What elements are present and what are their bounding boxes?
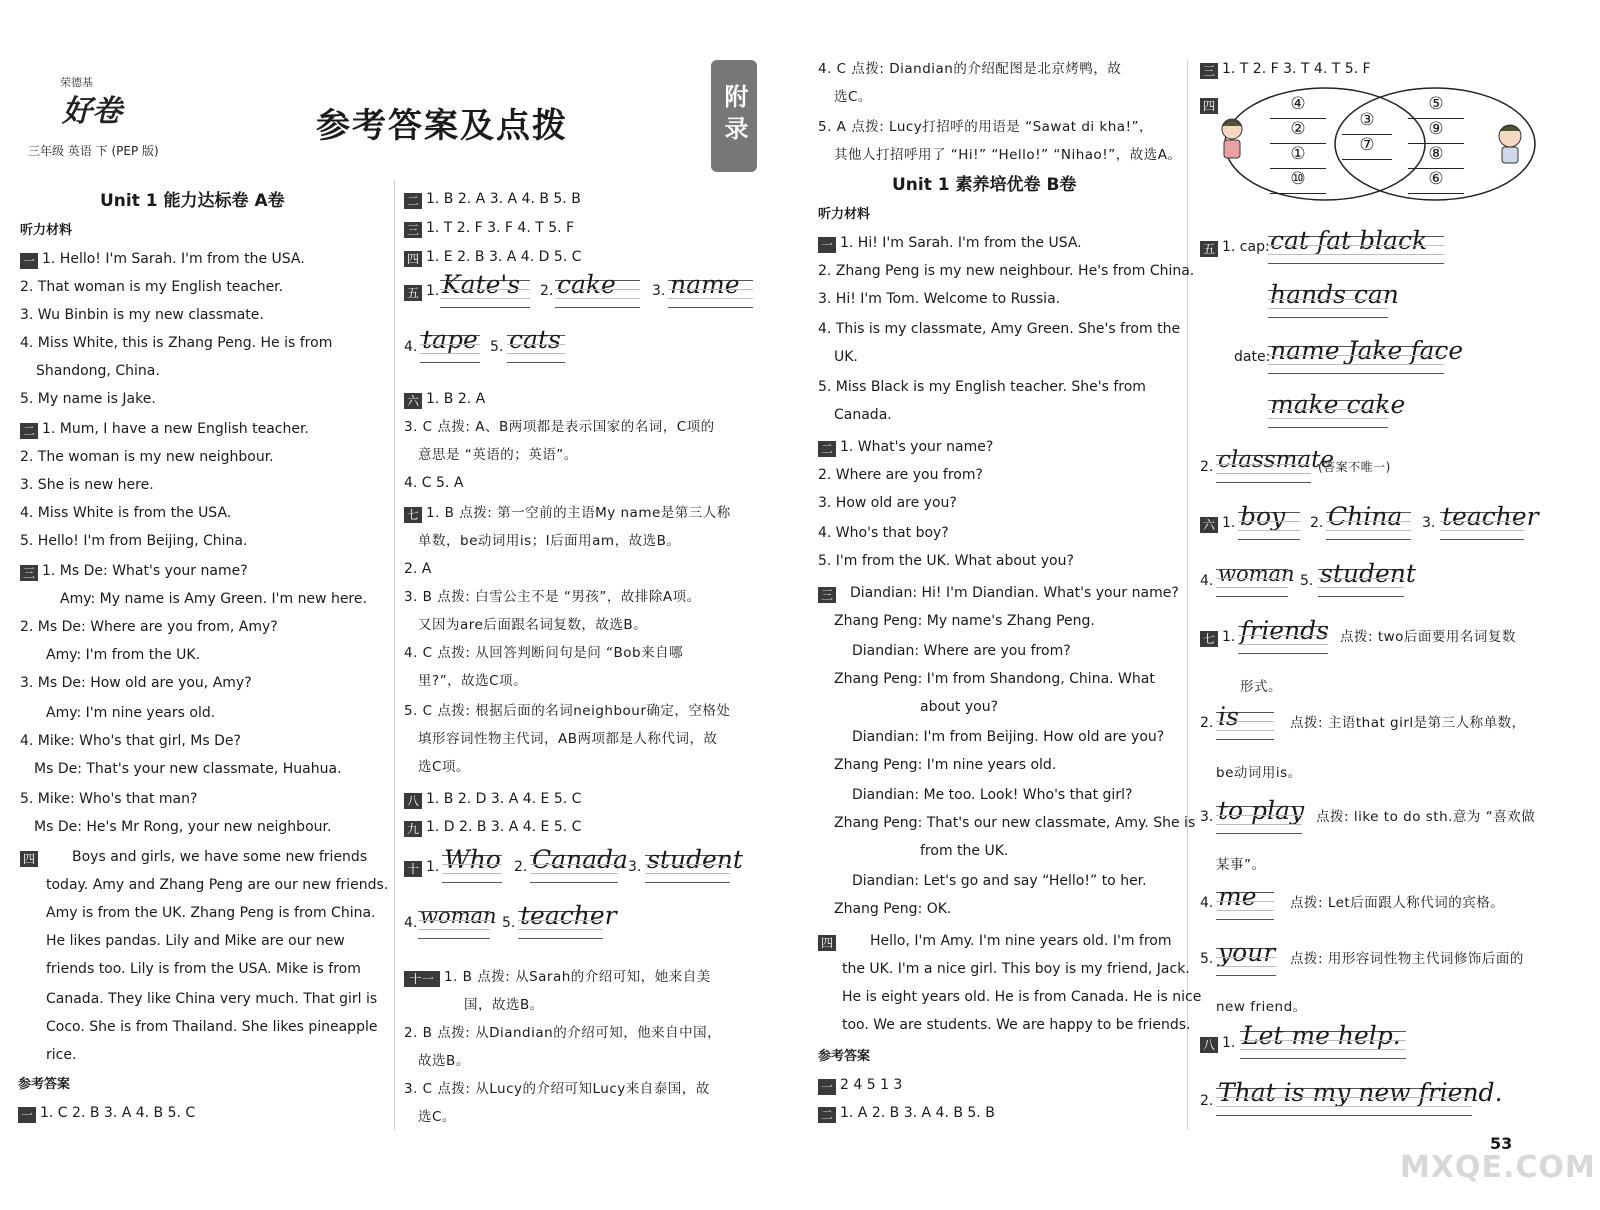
page-title: 参考答案及点拨 — [316, 106, 568, 146]
c1-s2-line: 4. Miss White is from the USA. — [20, 505, 232, 521]
handwriting-line: classmate — [1216, 455, 1311, 483]
c2-ten-label: 十 1. — [404, 858, 439, 877]
c3-answer-line: 二 1. A 2. B 3. A 4. B 5. B — [818, 1104, 995, 1123]
section-one-icon: 一 — [20, 253, 38, 269]
section-seven-icon: 七 — [404, 507, 422, 523]
section-six-icon: 六 — [1200, 517, 1218, 533]
brand-name: 荣德基 — [60, 76, 93, 89]
c1-s4-line: Amy is from the UK. Zhang Peng is from China. — [46, 905, 376, 921]
book-subtitle: 三年级 英语 下 (PEP 版) — [28, 144, 159, 158]
c2-six-line: 六 1. B 2. A — [404, 390, 485, 409]
c4-note: 点拨: like to do sth.意为 “喜欢做 — [1316, 809, 1536, 825]
venn-item: ④ — [1270, 94, 1326, 119]
column-divider — [394, 180, 395, 1130]
c4-note: 点拨: two后面要用名词复数 — [1340, 629, 1516, 645]
c3-s1-line: UK. — [834, 349, 858, 365]
c2-seven-line: 里?”，故选C项。 — [418, 673, 528, 689]
c4-item-label: 2. — [1200, 459, 1214, 475]
handwriting-line: tape — [420, 335, 480, 363]
c4-note: (答案不唯一) — [1318, 460, 1391, 474]
c1-s1-line: 4. Miss White, this is Zhang Peng. He is from — [20, 335, 333, 351]
c1-s4-line: Canada. They like China very much. That girl is — [46, 991, 378, 1007]
c3-s3-line: Zhang Peng: I'm from Shandong, China. What — [834, 671, 1155, 687]
c3-s3-line: Diandian: I'm from Beijing. How old are you? — [852, 729, 1165, 745]
handwriting-line: hands can — [1268, 290, 1388, 318]
c4-item-label: 3. — [1200, 809, 1214, 825]
c2-item-label: 2. — [514, 859, 528, 875]
handwriting-line: teacher — [1440, 512, 1524, 540]
c2-seven-line: 2. A — [404, 561, 432, 577]
handwriting-line: student — [645, 855, 730, 883]
c3-s4-line: He is eight years old. He is from Canada. He is nice — [842, 989, 1202, 1005]
c1-answer-line: 一 1. C 2. B 3. A 4. B 5. C — [18, 1104, 195, 1123]
unit1-a-heading: Unit 1 能力达标卷 A卷 — [100, 191, 285, 211]
c3-s2-line: 2. Where are you from? — [818, 467, 983, 483]
c4-item-label: 2. — [1200, 715, 1214, 731]
c3-top-line: 其他人打招呼用了 “Hi!” “Hello!” “Nihao!”，故选A。 — [834, 147, 1182, 163]
venn-item: ⑩ — [1270, 169, 1326, 194]
c2-six-line: 意思是 “英语的；英语”。 — [418, 447, 578, 463]
c1-s2-line: 二 1. Mum, I have a new English teacher. — [20, 420, 309, 439]
c2-item-label: 2. — [540, 283, 554, 299]
c3-s1-line: 2. Zhang Peng is my new neighbour. He's from China. — [818, 263, 1195, 279]
c2-answer-line: 八 1. B 2. D 3. A 4. E 5. C — [404, 790, 581, 809]
venn-right-list — [1408, 94, 1464, 194]
c2-eleven-line: 2. B 点拨: 从Diandian的介绍可知，他来自中国， — [404, 1025, 722, 1041]
c2-five-label: 五 1. — [404, 282, 439, 301]
c4-note: 形式。 — [1240, 679, 1282, 695]
c3-s2-line: 5. I'm from the UK. What about you? — [818, 553, 1074, 569]
c2-answer-line: 四 1. E 2. B 3. A 4. D 5. C — [404, 248, 581, 267]
c3-s4-line: the UK. I'm a nice girl. This boy is my friend, Jack. — [842, 961, 1190, 977]
c4-item-label: 4. — [1200, 895, 1214, 911]
c3-s3-line: Diandian: Me too. Look! Who's that girl? — [852, 787, 1133, 803]
c4-note: 点拨: 主语that girl是第三人称单数， — [1290, 715, 1526, 731]
c2-answer-line: 三 1. T 2. F 3. F 4. T 5. F — [404, 219, 574, 238]
handwriting-line: Canada — [530, 855, 618, 883]
c1-s3-line: 2. Ms De: Where are you from, Amy? — [20, 619, 278, 635]
c4-item-label: 4. — [1200, 573, 1214, 589]
handwriting-line: woman — [418, 911, 490, 939]
section-eight-icon: 八 — [1200, 1037, 1218, 1053]
c1-s1-line: 一 1. Hello! I'm Sarah. I'm from the USA. — [20, 250, 305, 269]
handwriting-line: name Jake face — [1268, 346, 1444, 374]
c2-eleven-line: 选C。 — [418, 1109, 456, 1125]
handwriting-line: That is my new friend. — [1216, 1088, 1472, 1116]
c4-item-label: 5. — [1300, 573, 1314, 589]
handwriting-line: your — [1216, 948, 1276, 976]
venn-item: ⑨ — [1408, 119, 1464, 144]
handwriting-line: student — [1318, 569, 1404, 597]
c4-item-label: 3. — [1422, 515, 1436, 531]
c3-s3-line: 三 Diandian: Hi! I'm Diandian. What's your name? — [818, 584, 1179, 603]
c1-s3-line: Amy: My name is Amy Green. I'm new here. — [60, 591, 367, 607]
c1-s3-line: Amy: I'm nine years old. — [46, 705, 216, 721]
c2-eleven-line: 3. C 点拨: 从Lucy的介绍可知Lucy来自泰国，故 — [404, 1081, 710, 1097]
c1-s4-line: 四 Boys and girls, we have some new friends — [20, 848, 367, 867]
section-two-icon: 二 — [818, 1107, 836, 1123]
c3-s1-line: 3. Hi! I'm Tom. Welcome to Russia. — [818, 291, 1061, 307]
c1-s4-line: Coco. She is from Thailand. She likes pineapple — [46, 1019, 378, 1035]
c4-note: new friend。 — [1216, 999, 1307, 1015]
c3-s1-line: 一 1. Hi! I'm Sarah. I'm from the USA. — [818, 234, 1082, 253]
c2-seven-line: 单数，be动词用is；I后面用am，故选B。 — [418, 533, 681, 549]
c2-seven-line: 4. C 点拨: 从回答判断问句是问 “Bob来自哪 — [404, 645, 684, 661]
c2-item-label: 3. — [628, 859, 642, 875]
venn-item: ⑧ — [1408, 144, 1464, 169]
venn-item: ① — [1270, 144, 1326, 169]
c2-answer-line: 九 1. D 2. B 3. A 4. E 5. C — [404, 818, 581, 837]
section-four-icon: 四 — [1200, 98, 1218, 114]
c4-answer-line: 三 1. T 2. F 3. T 4. T 5. F — [1200, 60, 1371, 79]
section-one-icon: 一 — [818, 1079, 836, 1095]
handwriting-line: woman — [1216, 569, 1288, 597]
c2-six-line: 3. C 点拨: A、B两项都是表示国家的名词，C项的 — [404, 419, 715, 435]
c4-note: 点拨: 用形容词性物主代词修饰后面的 — [1290, 951, 1524, 967]
section-two-icon: 二 — [20, 423, 38, 439]
c2-item-label: 5. — [490, 339, 504, 355]
section-eleven-icon: 十一 — [404, 971, 440, 987]
c4-seven-label: 七 1. — [1200, 628, 1235, 647]
venn-item: ③ — [1342, 110, 1392, 135]
handwriting-line: Who — [442, 855, 502, 883]
c4-item-label: 2. — [1310, 515, 1324, 531]
page-number: 53 — [1490, 1134, 1513, 1153]
c1-s3-line: Ms De: He's Mr Rong, your new neighbour. — [34, 819, 332, 835]
section-one-icon: 一 — [18, 1107, 36, 1123]
c1-s3-line: Amy: I'm from the UK. — [46, 647, 201, 663]
c2-item-label: 4. — [404, 915, 418, 931]
handwriting-line: teacher — [518, 911, 603, 939]
c2-item-label: 3. — [652, 283, 666, 299]
watermark: MXQE.COM — [1400, 1150, 1596, 1185]
c2-seven-line: 又因为are后面跟名词复数，故选B。 — [418, 617, 648, 633]
c2-item-label: 4. — [404, 339, 418, 355]
section-five-icon: 五 — [1200, 241, 1218, 257]
handwriting-line: cats — [507, 335, 565, 363]
c3-s3-line: from the UK. — [920, 843, 1009, 859]
listening-heading: 听力材料 — [20, 223, 73, 238]
c1-s3-line: 4. Mike: Who's that girl, Ms De? — [20, 733, 241, 749]
c1-s3-line: 5. Mike: Who's that man? — [20, 791, 198, 807]
section-six-icon: 六 — [404, 393, 422, 409]
handwriting-line: is — [1216, 712, 1274, 740]
c2-seven-line: 3. B 点拨: 白雪公主不是 “男孩”，故排除A项。 — [404, 589, 701, 605]
c3-top-line: 4. C 点拨: Diandian的介绍配图是北京烤鸭，故 — [818, 61, 1122, 77]
section-three-icon: 三 — [818, 587, 836, 603]
answers-heading: 参考答案 — [818, 1049, 871, 1064]
c1-s3-line: 三 1. Ms De: What's your name? — [20, 562, 248, 581]
section-five-icon: 五 — [404, 285, 422, 301]
handwriting-line: to play — [1216, 806, 1302, 834]
section-one-icon: 一 — [818, 237, 836, 253]
c4-date-label: date: — [1234, 349, 1271, 365]
venn-item: ② — [1270, 119, 1326, 144]
c3-s3-line: Diandian: Where are you from? — [852, 643, 1071, 659]
c1-s4-line: friends too. Lily is from the USA. Mike is from — [46, 961, 361, 977]
c1-s4-line: He likes pandas. Lily and Mike are our new — [46, 933, 345, 949]
c1-s3-line: Ms De: That's your new classmate, Huahua. — [34, 761, 342, 777]
handwriting-line: friends — [1238, 626, 1328, 654]
venn-item: ⑦ — [1342, 135, 1392, 160]
section-four-icon: 四 — [818, 935, 836, 951]
handwriting-line: cat fat black — [1268, 236, 1444, 264]
c3-answer-line: 一 2 4 5 1 3 — [818, 1076, 902, 1095]
section-four-icon: 四 — [20, 851, 38, 867]
handwriting-line: Kate's — [440, 280, 530, 308]
c1-s1-line: Shandong, China. — [36, 363, 160, 379]
handwriting-line: name — [668, 280, 753, 308]
c1-s1-line: 3. Wu Binbin is my new classmate. — [20, 307, 264, 323]
answers-heading: 参考答案 — [18, 1077, 71, 1092]
logo: 好卷 — [62, 94, 122, 129]
handwriting-line: me — [1216, 892, 1274, 920]
c1-s2-line: 3. She is new here. — [20, 477, 154, 493]
c2-item-label: 5. — [502, 915, 516, 931]
handwriting-line: Let me help. — [1240, 1031, 1406, 1059]
c2-seven-line: 5. C 点拨: 根据后面的名词neighbour确定，空格处 — [404, 703, 731, 719]
c1-s4-line: today. Amy and Zhang Peng are our new friends. — [46, 877, 389, 893]
venn-left-list — [1270, 94, 1326, 194]
venn-item: ⑤ — [1408, 94, 1464, 119]
section-three-icon: 三 — [404, 222, 422, 238]
c2-seven-line: 填形容词性物主代词，AB两项都是人称代词，故 — [418, 731, 718, 747]
c3-s3-line: Zhang Peng: That's our new classmate, Amy. She is — [834, 815, 1196, 831]
c3-s3-line: Zhang Peng: I'm nine years old. — [834, 757, 1057, 773]
c3-s4-line: 四 Hello, I'm Amy. I'm nine years old. I'm from — [818, 932, 1172, 951]
section-eight-icon: 八 — [404, 793, 422, 809]
c4-six-label: 六 1. — [1200, 514, 1235, 533]
section-three-icon: 三 — [1200, 63, 1218, 79]
venn-mid-list — [1342, 110, 1392, 160]
handwriting-line: make cake — [1268, 400, 1388, 428]
c4-note: 点拨: Let后面跟人称代词的宾格。 — [1290, 895, 1505, 911]
handwriting-line: cake — [555, 280, 640, 308]
c2-six-line: 4. C 5. A — [404, 475, 464, 491]
section-ten-icon: 十 — [404, 861, 422, 877]
c1-s4-line: rice. — [46, 1047, 77, 1063]
section-two-icon: 二 — [404, 193, 422, 209]
c3-s2-line: 3. How old are you? — [818, 495, 957, 511]
boy-icon — [1499, 125, 1521, 163]
c3-s2-line: 4. Who's that boy? — [818, 525, 949, 541]
section-nine-icon: 九 — [404, 821, 422, 837]
c2-seven-line: 选C项。 — [418, 759, 470, 775]
c3-s2-line: 二 1. What's your name? — [818, 438, 993, 457]
c4-note: 某事”。 — [1216, 857, 1266, 873]
c4-note: be动词用is。 — [1216, 765, 1302, 781]
c3-s1-line: 5. Miss Black is my English teacher. She's from — [818, 379, 1146, 395]
appendix-tab: 附录 — [711, 60, 757, 172]
listening-heading: 听力材料 — [818, 207, 871, 222]
venn-item: ⑥ — [1408, 169, 1464, 194]
c3-s1-line: Canada. — [834, 407, 892, 423]
c4-five-label: 五 1. cap: — [1200, 238, 1270, 257]
section-seven-icon: 七 — [1200, 631, 1218, 647]
c3-s3-line: Zhang Peng: My name's Zhang Peng. — [834, 613, 1095, 629]
c3-s4-line: too. We are students. We are happy to be friends. — [842, 1017, 1191, 1033]
handwriting-line: China — [1326, 512, 1411, 540]
c3-top-line: 选C。 — [834, 89, 872, 105]
c1-s1-line: 2. That woman is my English teacher. — [20, 279, 284, 295]
c2-eleven-line: 故选B。 — [418, 1053, 470, 1069]
handwriting-line: boy — [1238, 512, 1300, 540]
c4-item-label: 2. — [1200, 1093, 1214, 1109]
c3-s3-line: Diandian: Let's go and say “Hello!” to her. — [852, 873, 1147, 889]
c1-s2-line: 5. Hello! I'm from Beijing, China. — [20, 533, 248, 549]
c2-eleven-line: 十一 1. B 点拨: 从Sarah的介绍可知，她来自美 — [404, 968, 711, 987]
unit1-b-heading: Unit 1 素养培优卷 B卷 — [892, 175, 1077, 195]
section-four-icon: 四 — [404, 251, 422, 267]
c2-answer-line: 二 1. B 2. A 3. A 4. B 5. B — [404, 190, 581, 209]
c2-seven-line: 七 1. B 点拨: 第一空前的主语My name是第三人称 — [404, 504, 731, 523]
c1-s2-line: 2. The woman is my new neighbour. — [20, 449, 274, 465]
c1-s1-line: 5. My name is Jake. — [20, 391, 156, 407]
c4-eight-label: 八 1. — [1200, 1034, 1235, 1053]
c3-s3-line: Zhang Peng: OK. — [834, 901, 952, 917]
c3-top-line: 5. A 点拨: Lucy打招呼的用语是 “Sawat di kha!”， — [818, 119, 1153, 135]
c1-s3-line: 3. Ms De: How old are you, Amy? — [20, 675, 252, 691]
section-two-icon: 二 — [818, 441, 836, 457]
c3-s1-line: 4. This is my classmate, Amy Green. She's from the — [818, 321, 1181, 337]
section-three-icon: 三 — [20, 565, 38, 581]
c4-item-label: 5. — [1200, 951, 1214, 967]
c3-s3-line: about you? — [920, 699, 998, 715]
c2-eleven-line: 国，故选B。 — [464, 997, 544, 1013]
